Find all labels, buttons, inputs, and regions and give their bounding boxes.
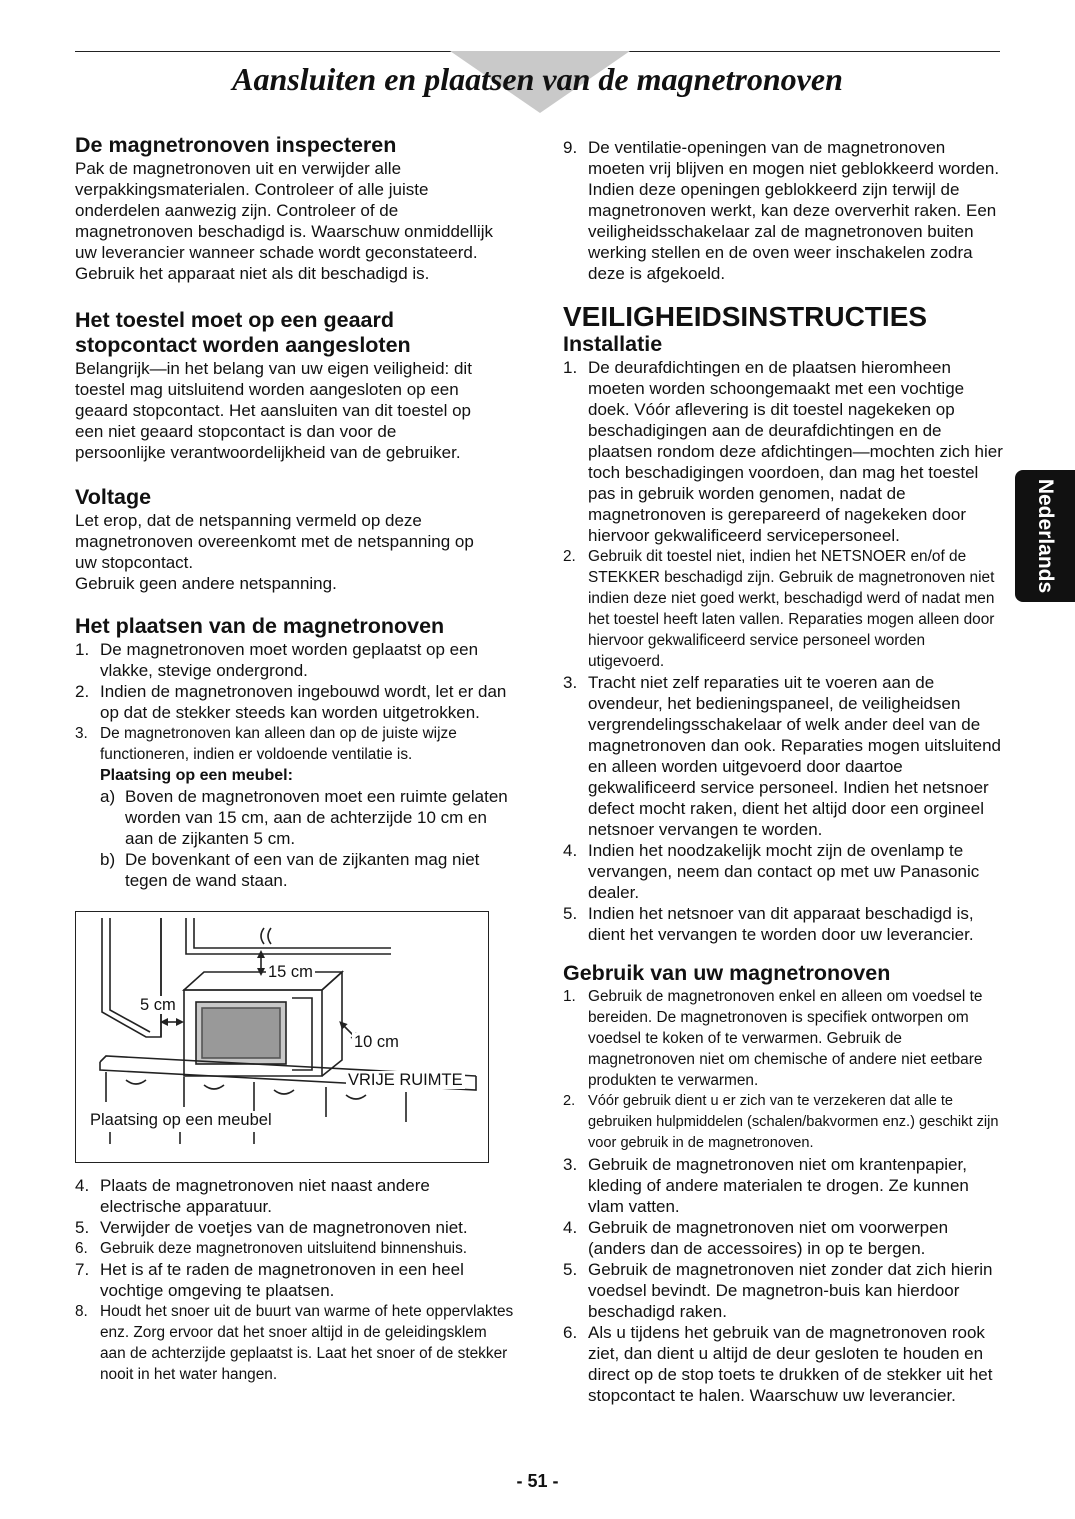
list-item xyxy=(75,1217,515,1238)
list-text: Houdt het snoer uit de buurt van warme of hete oppervlaktes enz. Zorg ervoor dat het snoer altijd in de geleidingsklem aan de achterzijde geplaatst is. Laat het snoer of de stekker nooit in het water hangen. xyxy=(100,1303,514,1383)
section-heading: Het plaatsen van de magnetronoven xyxy=(75,614,445,638)
section-use xyxy=(563,961,1003,1406)
list-item xyxy=(563,1322,1003,1406)
language-tab-label: Nederlands xyxy=(1034,478,1057,594)
list-item xyxy=(563,1091,1003,1154)
list-text: Gebruik de magnetronoven niet zonder dat zich hierin voedsel bevindt. De magnetron-buis kan hierdoor beschadigd raken. xyxy=(588,1260,993,1321)
section-main-heading: VEILIGHEIDSINSTRUCTIES xyxy=(563,301,928,332)
list-item xyxy=(75,681,515,723)
list-number: 3. xyxy=(563,673,578,692)
section-heading: Gebruik van uw magnetronoven xyxy=(563,961,891,985)
list-text: Plaats de magnetronoven niet naast andere electrische apparatuur. xyxy=(100,1176,430,1216)
list-text: De ventilatie-openingen van de magnetronoven moeten vrij blijven en mogen niet geblokkeerd worden. Indien deze openingen geblokkeerd zijn terwijl de magnetronoven werkt, kan deze oververhit raken. Een veiligheidsschakelaar zal de magnetronoven buiten werking stellen en de oven weer inschakelen zodra deze is afgekoeld. xyxy=(588,138,1000,283)
list-text: Het is af te raden de magnetronoven in een heel vochtige omgeving te plaatsen. xyxy=(100,1260,464,1300)
list-text: Verwijder de voetjes van de magnetronoven niet. xyxy=(100,1218,468,1237)
list-number: 2. xyxy=(563,548,576,565)
list-number: 8. xyxy=(75,1303,88,1320)
list-text: Boven de magnetronoven moet een ruimte gelaten worden van 15 cm, aan de achterzijde 10 cm en aan de zijkanten 5 cm. xyxy=(125,787,508,848)
placement-figure xyxy=(75,911,489,1163)
list-item xyxy=(563,1217,1003,1259)
placement-list xyxy=(75,639,515,891)
section-body: Let erop, dat de netspanning vermeld op deze magnetronoven overeenkomt met de netspanning op uw stopcontact. xyxy=(75,511,474,572)
list-number: 6. xyxy=(563,1323,578,1342)
list-item xyxy=(563,137,1003,284)
list-number: 5. xyxy=(563,904,578,923)
language-tab xyxy=(1015,470,1075,602)
list-number: 5. xyxy=(75,1218,90,1237)
sub-list-item xyxy=(75,849,515,891)
list-letter: b) xyxy=(100,850,116,869)
list-text: Tracht niet zelf reparaties uit te voeren aan de ovendeur, het bedieningspaneel, de veiligheidsen vergrendelingsschakelaar of welk ander deel van de magnetronoven dan ook. Reparaties mogen uitsluitend en alleen worden uitgevoerd door daartoe gekwalificeerd service personeel. Indien het netsnoer defect mocht raken, dient het altijd door een orgineel netsnoer vervangen te worden. xyxy=(588,673,1001,839)
list-number: 3. xyxy=(563,1155,578,1174)
list-text: Gebruik deze magnetronoven uitsluitend binnenshuis. xyxy=(100,1240,468,1257)
list-number: 1. xyxy=(563,988,576,1005)
list-item xyxy=(563,1259,1003,1322)
label-back-clearance: 10 cm xyxy=(354,1033,399,1051)
placement-list-item-9 xyxy=(563,137,1003,284)
page-number: - 51 - xyxy=(516,1471,559,1491)
list-text: Als u tijdens het gebruik van de magnetronoven rook ziet, dan dient u altijd de deur gesloten te houden en direct op de stop toets te drukken of de stekker uit het stopcontact te halen. Waarschuw uw leverancier. xyxy=(588,1323,993,1405)
list-item xyxy=(563,903,1003,945)
sub-list xyxy=(75,786,515,891)
list-letter: a) xyxy=(100,787,116,806)
sub-list-item xyxy=(75,786,515,849)
list-number: 2. xyxy=(563,1093,576,1109)
list-number: 2. xyxy=(75,682,90,701)
list-item xyxy=(563,986,1003,1091)
list-item xyxy=(75,1238,515,1259)
list-number: 1. xyxy=(563,358,578,377)
list-number: 7. xyxy=(75,1260,90,1279)
list-text: Gebruik de magnetronoven niet om krantenpapier, kleding of andere materialen te drogen. Ze kunnen vlam vatten. xyxy=(588,1155,969,1216)
label-top-clearance: 15 cm xyxy=(268,963,313,981)
label-side-clearance: 5 cm xyxy=(140,996,176,1014)
list-item xyxy=(75,1175,515,1217)
list-item xyxy=(563,357,1003,546)
list-number: 5. xyxy=(563,1260,578,1279)
list-number: 9. xyxy=(563,138,578,157)
section-heading: De magnetronoven inspecteren xyxy=(75,133,397,157)
list-text: Indien het noodzakelijk mocht zijn de ovenlamp te vervangen, neem dan contact op met uw Panasonic dealer. xyxy=(588,841,980,902)
list-item xyxy=(563,672,1003,840)
list-item xyxy=(75,1259,515,1301)
section-placement xyxy=(75,614,515,1385)
section-body: Belangrijk—in het belang van uw eigen veiligheid: dit toestel mag uitsluitend worden aangesloten op een geaard stopcontact. Het aansluiten van dit toestel op een niet geaard stopcontact is dan voor de persoonlijke verantwoordelijkheid van de gebruiker. xyxy=(75,359,472,462)
list-item xyxy=(563,1154,1003,1217)
list-number: 4. xyxy=(563,841,578,860)
list-text: De magnetronoven moet worden geplaatst op een vlakke, stevige ondergrond. xyxy=(100,640,479,680)
left-column xyxy=(75,133,515,1401)
list-item xyxy=(75,639,515,681)
placement-list-continued xyxy=(75,1175,515,1385)
list-text: Gebruik de magnetronoven enkel en alleen om voedsel te bereiden. De magnetronoven is specifiek ontworpen om voedsel te koken of te verwarmen. Gebruik de magnetronoven niet om chemische of andere niet eetbare produkten te verwarmen. xyxy=(588,988,983,1089)
list-text: De magnetronoven kan alleen dan op de juiste wijze functioneren, indien er voldoende ventilatie is. xyxy=(100,725,457,763)
list-number: 4. xyxy=(75,1176,90,1195)
section-body: Pak de magnetronoven uit en verwijder alle verpakkingsmaterialen. Controleer of alle juiste onderdelen aanwezig zijn. Controleer of de magnetronoven beschadigd is. Waarschuw onmiddellijk uw leverancier wanneer schade wordt geconstateerd. Gebruik het apparaat niet als dit beschadigd is. xyxy=(75,159,493,283)
figure-caption: Plaatsing op een meubel xyxy=(90,1111,272,1129)
list-item xyxy=(563,546,1003,672)
list-text: De deurafdichtingen en de plaatsen hieromheen moeten worden schoongemaakt met een vochtige doek. Vóór aflevering is dit toestel nagekeken op beschadigingen aan de deurafdichtingen en de plaatsen rondom deze afdichtingen—mochten zich hier toch beschadigingen voordoen, dan mag het toestel pas in gebruik worden genomen, nadat de magnetronoven is gerepareerd of nagekeken door hiervoor gekwalificeerd servicepersoneel. xyxy=(588,358,1003,545)
list-text: Indien de magnetronoven ingebouwd wordt, let er dan op dat de stekker steeds kan worden uitgetrokken. xyxy=(100,682,507,722)
list-item xyxy=(75,723,515,891)
section-safety xyxy=(563,302,1003,945)
list-number: 6. xyxy=(75,1240,88,1257)
list-item xyxy=(75,1301,515,1385)
list-text: De bovenkant of een van de zijkanten mag niet tegen de wand staan. xyxy=(125,850,480,890)
use-list xyxy=(563,986,1003,1406)
section-body: Gebruik geen andere netspanning. xyxy=(75,574,337,593)
section-grounding xyxy=(75,308,515,463)
section-heading: Het toestel moet op een geaard stopcontact worden aangesloten xyxy=(75,308,411,357)
safety-list xyxy=(563,357,1003,945)
label-free-space: VRIJE RUIMTE xyxy=(348,1071,463,1089)
section-inspect xyxy=(75,133,515,284)
list-text: Vóór gebruik dient u er zich van te verzekeren dat alle te gebruiken hulpmiddelen (schalen/bakvormen enz.) geschikt zijn voor gebruik in de magnetronoven. xyxy=(588,1093,999,1151)
section-subheading: Installatie xyxy=(563,332,663,356)
sub-heading: Plaatsing op een meubel: xyxy=(100,767,293,784)
section-heading: Voltage xyxy=(75,485,152,509)
list-text: Indien het netsnoer van dit apparaat beschadigd is, dient het vervangen te worden door uw leverancier. xyxy=(588,904,974,944)
list-number: 1. xyxy=(75,640,90,659)
list-number: 3. xyxy=(75,725,88,742)
section-voltage xyxy=(75,485,515,594)
list-number: 4. xyxy=(563,1218,578,1237)
list-text: Gebruik dit toestel niet, indien het NETSNOER en/of de STEKKER beschadigd zijn. Gebruik de magnetronoven niet indien deze niet goed werkt, beschadigd werd of nadat men het toestel heeft laten vallen. Reparaties mogen alleen door hiervoor gekwalificeerd service personeel worden utigevoerd. xyxy=(588,548,995,670)
list-text: Gebruik de magnetronoven niet om voorwerpen (anders dan de accessoires) in op te bergen. xyxy=(588,1218,949,1258)
list-item xyxy=(563,840,1003,903)
right-column xyxy=(563,137,1003,1406)
page-title: Aansluiten en plaatsen van de magnetronoven xyxy=(232,61,843,97)
